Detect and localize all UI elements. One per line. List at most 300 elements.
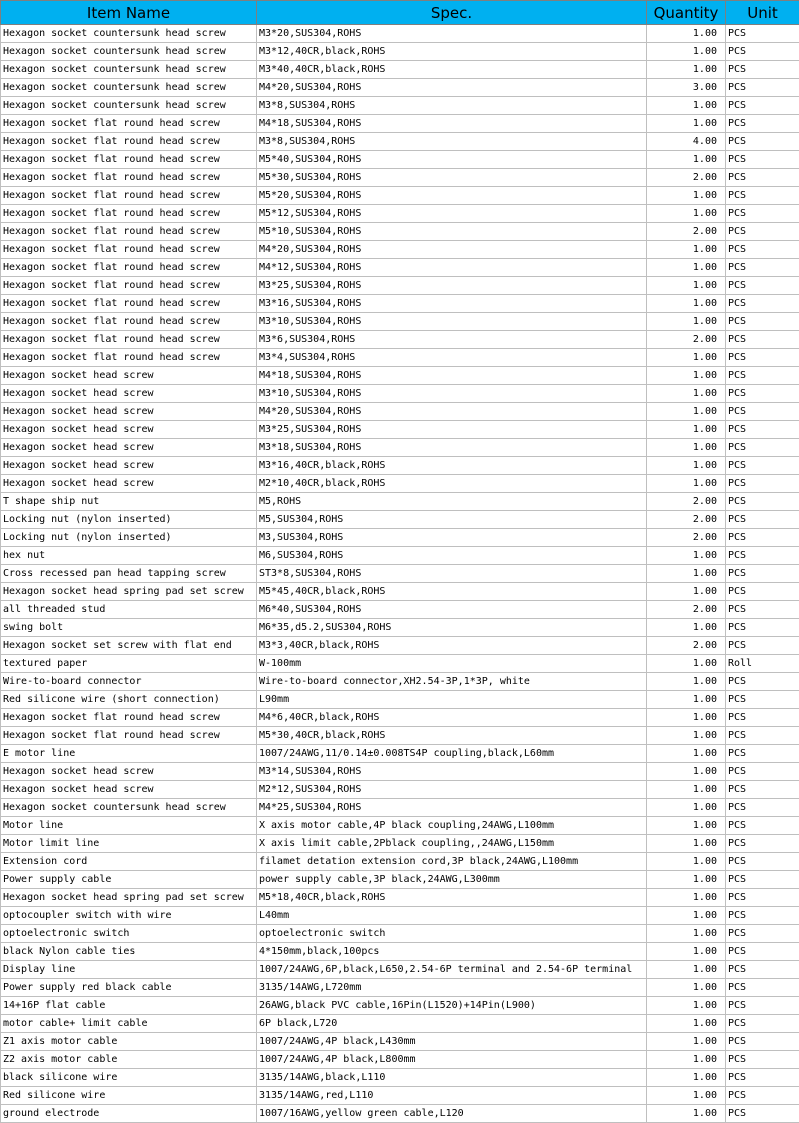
unit-cell[interactable]: PCS — [726, 529, 799, 547]
unit-cell[interactable]: PCS — [726, 691, 799, 709]
quantity-cell[interactable]: 1.00 — [647, 1015, 726, 1033]
unit-cell[interactable]: PCS — [726, 871, 799, 889]
table-row — [1, 97, 799, 115]
table-row — [1, 997, 799, 1015]
spec-cell[interactable]: M2*10,40CR,black,ROHS — [257, 475, 647, 493]
unit-cell[interactable]: PCS — [726, 889, 799, 907]
item-name-cell[interactable]: Hexagon socket countersunk head screw — [1, 97, 257, 115]
header-row — [1, 1, 799, 25]
item-name-cell[interactable]: Hexagon socket flat round head screw — [1, 259, 257, 277]
unit-cell[interactable]: Roll — [726, 655, 799, 673]
quantity-cell[interactable]: 1.00 — [647, 367, 726, 385]
spec-cell[interactable]: M3*6,SUS304,ROHS — [257, 331, 647, 349]
table-row — [1, 133, 799, 151]
spec-cell[interactable]: M4*6,40CR,black,ROHS — [257, 709, 647, 727]
item-name-cell[interactable]: E motor line — [1, 745, 257, 763]
item-name-cell[interactable]: Hexagon socket countersunk head screw — [1, 43, 257, 61]
table-row — [1, 169, 799, 187]
item-name-cell[interactable]: black silicone wire — [1, 1069, 257, 1087]
quantity-cell[interactable]: 1.00 — [647, 925, 726, 943]
unit-cell[interactable]: PCS — [726, 259, 799, 277]
item-name-cell[interactable]: black Nylon cable ties — [1, 943, 257, 961]
item-name-cell[interactable]: 14+16P flat cable — [1, 997, 257, 1015]
unit-cell[interactable]: PCS — [726, 547, 799, 565]
quantity-cell[interactable]: 1.00 — [647, 1087, 726, 1105]
spec-cell[interactable]: M3*40,40CR,black,ROHS — [257, 61, 647, 79]
quantity-cell[interactable]: 1.00 — [647, 151, 726, 169]
unit-cell[interactable]: PCS — [726, 709, 799, 727]
item-name-cell[interactable]: Z1 axis motor cable — [1, 1033, 257, 1051]
quantity-cell[interactable]: 1.00 — [647, 1033, 726, 1051]
spec-cell[interactable]: M3,SUS304,ROHS — [257, 529, 647, 547]
spec-cell[interactable]: M3*14,SUS304,ROHS — [257, 763, 647, 781]
unit-cell[interactable]: PCS — [726, 43, 799, 61]
table-header — [1, 1, 799, 25]
quantity-cell[interactable]: 1.00 — [647, 97, 726, 115]
quantity-cell[interactable]: 1.00 — [647, 673, 726, 691]
unit-cell[interactable]: PCS — [726, 997, 799, 1015]
item-name-cell[interactable]: Hexagon socket countersunk head screw — [1, 799, 257, 817]
table-row — [1, 1105, 799, 1123]
spec-cell[interactable]: Wire-to-board connector,XH2.54-3P,1*3P, white — [257, 673, 647, 691]
quantity-cell[interactable]: 1.00 — [647, 1069, 726, 1087]
quantity-cell[interactable]: 2.00 — [647, 169, 726, 187]
item-name-cell[interactable]: Red silicone wire — [1, 1087, 257, 1105]
item-name-cell[interactable]: Hexagon socket head spring pad set screw — [1, 583, 257, 601]
header-spec[interactable]: Spec. — [257, 1, 647, 25]
quantity-cell[interactable]: 1.00 — [647, 709, 726, 727]
table-row — [1, 763, 799, 781]
quantity-cell[interactable]: 1.00 — [647, 979, 726, 997]
spec-cell[interactable]: M3*25,SUS304,ROHS — [257, 421, 647, 439]
unit-cell[interactable]: PCS — [726, 1105, 799, 1123]
quantity-cell[interactable]: 1.00 — [647, 853, 726, 871]
unit-cell[interactable]: PCS — [726, 169, 799, 187]
table-row — [1, 1051, 799, 1069]
unit-cell[interactable]: PCS — [726, 493, 799, 511]
item-name-cell[interactable]: Power supply cable — [1, 871, 257, 889]
quantity-cell[interactable]: 1.00 — [647, 205, 726, 223]
quantity-cell[interactable]: 1.00 — [647, 313, 726, 331]
spec-cell[interactable]: M3*25,SUS304,ROHS — [257, 277, 647, 295]
quantity-cell[interactable]: 1.00 — [647, 817, 726, 835]
quantity-cell[interactable]: 1.00 — [647, 961, 726, 979]
quantity-cell[interactable]: 1.00 — [647, 475, 726, 493]
unit-cell[interactable]: PCS — [726, 565, 799, 583]
item-name-cell[interactable]: Hexagon socket flat round head screw — [1, 331, 257, 349]
unit-cell[interactable]: PCS — [726, 1015, 799, 1033]
quantity-cell[interactable]: 1.00 — [647, 763, 726, 781]
unit-cell[interactable]: PCS — [726, 619, 799, 637]
table-row — [1, 331, 799, 349]
unit-cell[interactable]: PCS — [726, 1087, 799, 1105]
spec-cell[interactable]: M3*4,SUS304,ROHS — [257, 349, 647, 367]
spec-cell[interactable]: M5,SUS304,ROHS — [257, 511, 647, 529]
quantity-cell[interactable]: 1.00 — [647, 277, 726, 295]
table-row — [1, 1033, 799, 1051]
table-row — [1, 403, 799, 421]
unit-cell[interactable]: PCS — [726, 763, 799, 781]
unit-cell[interactable]: PCS — [726, 781, 799, 799]
table-row — [1, 115, 799, 133]
quantity-cell[interactable]: 1.00 — [647, 583, 726, 601]
quantity-cell[interactable]: 1.00 — [647, 385, 726, 403]
quantity-cell[interactable]: 1.00 — [647, 115, 726, 133]
item-name-cell[interactable]: Hexagon socket flat round head screw — [1, 133, 257, 151]
item-name-cell[interactable]: Power supply red black cable — [1, 979, 257, 997]
table-row — [1, 151, 799, 169]
unit-cell[interactable]: PCS — [726, 1051, 799, 1069]
unit-cell[interactable]: PCS — [726, 313, 799, 331]
table-row — [1, 1087, 799, 1105]
spec-cell[interactable]: M4*20,SUS304,ROHS — [257, 241, 647, 259]
spec-cell[interactable]: M6*40,SUS304,ROHS — [257, 601, 647, 619]
spec-cell[interactable]: M5*10,SUS304,ROHS — [257, 223, 647, 241]
spec-cell[interactable]: X axis motor cable,4P black coupling,24AWG,L100mm — [257, 817, 647, 835]
item-name-cell[interactable]: Hexagon socket head spring pad set screw — [1, 889, 257, 907]
unit-cell[interactable]: PCS — [726, 115, 799, 133]
unit-cell[interactable]: PCS — [726, 385, 799, 403]
table-row — [1, 1069, 799, 1087]
table-row — [1, 61, 799, 79]
unit-cell[interactable]: PCS — [726, 979, 799, 997]
quantity-cell[interactable]: 2.00 — [647, 637, 726, 655]
item-name-cell[interactable]: Hexagon socket head screw — [1, 403, 257, 421]
spec-cell[interactable]: M3*18,SUS304,ROHS — [257, 439, 647, 457]
quantity-cell[interactable]: 1.00 — [647, 943, 726, 961]
item-name-cell[interactable]: Hexagon socket head screw — [1, 367, 257, 385]
quantity-cell[interactable]: 1.00 — [647, 907, 726, 925]
unit-cell[interactable]: PCS — [726, 475, 799, 493]
item-name-cell[interactable]: Hexagon socket flat round head screw — [1, 169, 257, 187]
table-row — [1, 223, 799, 241]
spec-cell[interactable]: 26AWG,black PVC cable,16Pin(L1520)+14Pin(L900) — [257, 997, 647, 1015]
item-name-cell[interactable]: swing bolt — [1, 619, 257, 637]
table-row — [1, 493, 799, 511]
item-name-cell[interactable]: Hexagon socket flat round head screw — [1, 727, 257, 745]
item-name-cell[interactable]: Hexagon socket head screw — [1, 421, 257, 439]
item-name-cell[interactable]: Hexagon socket countersunk head screw — [1, 61, 257, 79]
item-name-cell[interactable]: Wire-to-board connector — [1, 673, 257, 691]
item-name-cell[interactable]: Hexagon socket countersunk head screw — [1, 25, 257, 43]
table-row — [1, 781, 799, 799]
quantity-cell[interactable]: 1.00 — [647, 43, 726, 61]
quantity-cell[interactable]: 1.00 — [647, 25, 726, 43]
unit-cell[interactable]: PCS — [726, 853, 799, 871]
spec-cell[interactable]: 4*150mm,black,100pcs — [257, 943, 647, 961]
table-row — [1, 439, 799, 457]
item-name-cell[interactable]: all threaded stud — [1, 601, 257, 619]
table-row — [1, 511, 799, 529]
table-row — [1, 547, 799, 565]
unit-cell[interactable]: PCS — [726, 439, 799, 457]
table-row — [1, 259, 799, 277]
quantity-cell[interactable]: 1.00 — [647, 997, 726, 1015]
quantity-cell[interactable]: 1.00 — [647, 439, 726, 457]
spec-cell[interactable]: M5*30,SUS304,ROHS — [257, 169, 647, 187]
spec-cell[interactable]: M3*10,SUS304,ROHS — [257, 313, 647, 331]
unit-cell[interactable]: PCS — [726, 637, 799, 655]
quantity-cell[interactable]: 2.00 — [647, 601, 726, 619]
unit-cell[interactable]: PCS — [726, 907, 799, 925]
item-name-cell[interactable]: Hexagon socket flat round head screw — [1, 709, 257, 727]
unit-cell[interactable]: PCS — [726, 151, 799, 169]
quantity-cell[interactable]: 4.00 — [647, 133, 726, 151]
unit-cell[interactable]: PCS — [726, 673, 799, 691]
item-name-cell[interactable]: Red silicone wire (short connection) — [1, 691, 257, 709]
unit-cell[interactable]: PCS — [726, 295, 799, 313]
item-name-cell[interactable]: Display line — [1, 961, 257, 979]
spec-cell[interactable]: power supply cable,3P black,24AWG,L300mm — [257, 871, 647, 889]
table-row — [1, 799, 799, 817]
quantity-cell[interactable]: 2.00 — [647, 529, 726, 547]
quantity-cell[interactable]: 1.00 — [647, 745, 726, 763]
table-row — [1, 835, 799, 853]
item-name-cell[interactable]: Motor line — [1, 817, 257, 835]
table-body — [1, 25, 799, 1123]
item-name-cell[interactable]: Hexagon socket flat round head screw — [1, 349, 257, 367]
table-row — [1, 637, 799, 655]
spec-cell[interactable]: 1007/24AWG,6P,black,L650,2.54-6P terminal and 2.54-6P terminal — [257, 961, 647, 979]
quantity-cell[interactable]: 1.00 — [647, 691, 726, 709]
spec-cell[interactable]: 6P black,L720 — [257, 1015, 647, 1033]
table-row — [1, 295, 799, 313]
item-name-cell[interactable]: Hexagon socket flat round head screw — [1, 241, 257, 259]
spec-cell[interactable]: M3*16,SUS304,ROHS — [257, 295, 647, 313]
spec-cell[interactable]: W-100mm — [257, 655, 647, 673]
unit-cell[interactable]: PCS — [726, 187, 799, 205]
item-name-cell[interactable]: Hexagon socket set screw with flat end — [1, 637, 257, 655]
spec-cell[interactable]: ST3*8,SUS304,ROHS — [257, 565, 647, 583]
quantity-cell[interactable]: 1.00 — [647, 889, 726, 907]
unit-cell[interactable]: PCS — [726, 511, 799, 529]
unit-cell[interactable]: PCS — [726, 403, 799, 421]
table-row — [1, 601, 799, 619]
item-name-cell[interactable]: Hexagon socket flat round head screw — [1, 151, 257, 169]
quantity-cell[interactable]: 2.00 — [647, 331, 726, 349]
quantity-cell[interactable]: 1.00 — [647, 799, 726, 817]
unit-cell[interactable]: PCS — [726, 1033, 799, 1051]
spec-cell[interactable]: 3135/14AWG,red,L110 — [257, 1087, 647, 1105]
item-name-cell[interactable]: optocoupler switch with wire — [1, 907, 257, 925]
unit-cell[interactable]: PCS — [726, 79, 799, 97]
item-name-cell[interactable]: Hexagon socket flat round head screw — [1, 295, 257, 313]
table-row — [1, 349, 799, 367]
unit-cell[interactable]: PCS — [726, 421, 799, 439]
table-row — [1, 205, 799, 223]
quantity-cell[interactable]: 1.00 — [647, 871, 726, 889]
item-name-cell[interactable]: Locking nut (nylon inserted) — [1, 511, 257, 529]
quantity-cell[interactable]: 2.00 — [647, 511, 726, 529]
item-name-cell[interactable]: Hexagon socket flat round head screw — [1, 115, 257, 133]
unit-cell[interactable]: PCS — [726, 277, 799, 295]
quantity-cell[interactable]: 1.00 — [647, 1105, 726, 1123]
spec-cell[interactable]: M5*45,40CR,black,ROHS — [257, 583, 647, 601]
item-name-cell[interactable]: Hexagon socket head screw — [1, 475, 257, 493]
quantity-cell[interactable]: 2.00 — [647, 223, 726, 241]
item-name-cell[interactable]: Hexagon socket flat round head screw — [1, 223, 257, 241]
table-row — [1, 529, 799, 547]
quantity-cell[interactable]: 1.00 — [647, 1051, 726, 1069]
table-row — [1, 907, 799, 925]
unit-cell[interactable]: PCS — [726, 25, 799, 43]
item-name-cell[interactable]: Z2 axis motor cable — [1, 1051, 257, 1069]
spec-cell[interactable]: 1007/24AWG,11/0.14±0.008TS4P coupling,black,L60mm — [257, 745, 647, 763]
item-name-cell[interactable]: Hexagon socket countersunk head screw — [1, 79, 257, 97]
quantity-cell[interactable]: 3.00 — [647, 79, 726, 97]
table-row — [1, 979, 799, 997]
item-name-cell[interactable]: Hexagon socket head screw — [1, 457, 257, 475]
header-quantity[interactable]: Quantity — [647, 1, 726, 25]
quantity-cell[interactable]: 1.00 — [647, 187, 726, 205]
unit-cell[interactable]: PCS — [726, 799, 799, 817]
spec-cell[interactable]: M2*12,SUS304,ROHS — [257, 781, 647, 799]
item-name-cell[interactable]: Locking nut (nylon inserted) — [1, 529, 257, 547]
spec-cell[interactable]: M4*25,SUS304,ROHS — [257, 799, 647, 817]
spec-cell[interactable]: 1007/24AWG,4P black,L800mm — [257, 1051, 647, 1069]
unit-cell[interactable]: PCS — [726, 223, 799, 241]
quantity-cell[interactable]: 1.00 — [647, 457, 726, 475]
unit-cell[interactable]: PCS — [726, 925, 799, 943]
unit-cell[interactable]: PCS — [726, 367, 799, 385]
unit-cell[interactable]: PCS — [726, 133, 799, 151]
quantity-cell[interactable]: 1.00 — [647, 835, 726, 853]
quantity-cell[interactable]: 2.00 — [647, 493, 726, 511]
quantity-cell[interactable]: 1.00 — [647, 547, 726, 565]
quantity-cell[interactable]: 1.00 — [647, 241, 726, 259]
table-row — [1, 313, 799, 331]
item-name-cell[interactable]: Hexagon socket head screw — [1, 781, 257, 799]
table-row — [1, 691, 799, 709]
spec-cell[interactable]: M3*16,40CR,black,ROHS — [257, 457, 647, 475]
quantity-cell[interactable]: 1.00 — [647, 655, 726, 673]
item-name-cell[interactable]: textured paper — [1, 655, 257, 673]
item-name-cell[interactable]: Hexagon socket flat round head screw — [1, 277, 257, 295]
table-row — [1, 241, 799, 259]
spec-cell[interactable]: M5*20,SUS304,ROHS — [257, 187, 647, 205]
table-row — [1, 673, 799, 691]
spec-cell[interactable]: L40mm — [257, 907, 647, 925]
spec-cell[interactable]: 1007/24AWG,4P black,L430mm — [257, 1033, 647, 1051]
unit-cell[interactable]: PCS — [726, 205, 799, 223]
spec-cell[interactable]: M4*18,SUS304,ROHS — [257, 367, 647, 385]
unit-cell[interactable]: PCS — [726, 61, 799, 79]
quantity-cell[interactable]: 1.00 — [647, 61, 726, 79]
table-row — [1, 871, 799, 889]
spec-cell[interactable]: M3*3,40CR,black,ROHS — [257, 637, 647, 655]
spec-cell[interactable]: M5*12,SUS304,ROHS — [257, 205, 647, 223]
spec-cell[interactable]: M3*8,SUS304,ROHS — [257, 97, 647, 115]
unit-cell[interactable]: PCS — [726, 331, 799, 349]
item-name-cell[interactable]: Extension cord — [1, 853, 257, 871]
unit-cell[interactable]: PCS — [726, 583, 799, 601]
quantity-cell[interactable]: 1.00 — [647, 403, 726, 421]
quantity-cell[interactable]: 1.00 — [647, 619, 726, 637]
spec-cell[interactable]: M3*8,SUS304,ROHS — [257, 133, 647, 151]
spec-cell[interactable]: M6,SUS304,ROHS — [257, 547, 647, 565]
spec-cell[interactable]: M4*20,SUS304,ROHS — [257, 403, 647, 421]
unit-cell[interactable]: PCS — [726, 241, 799, 259]
unit-cell[interactable]: PCS — [726, 349, 799, 367]
spec-cell[interactable]: 3135/14AWG,L720mm — [257, 979, 647, 997]
spec-cell[interactable]: M6*35,d5.2,SUS304,ROHS — [257, 619, 647, 637]
spec-cell[interactable]: M5*18,40CR,black,ROHS — [257, 889, 647, 907]
spec-cell[interactable]: M4*20,SUS304,ROHS — [257, 79, 647, 97]
table-row — [1, 277, 799, 295]
table-row — [1, 619, 799, 637]
item-name-cell[interactable]: Hexagon socket head screw — [1, 385, 257, 403]
unit-cell[interactable]: PCS — [726, 727, 799, 745]
unit-cell[interactable]: PCS — [726, 835, 799, 853]
unit-cell[interactable]: PCS — [726, 601, 799, 619]
quantity-cell[interactable]: 1.00 — [647, 349, 726, 367]
item-name-cell[interactable]: Hexagon socket flat round head screw — [1, 187, 257, 205]
spec-cell[interactable]: M5*30,40CR,black,ROHS — [257, 727, 647, 745]
unit-cell[interactable]: PCS — [726, 817, 799, 835]
unit-cell[interactable]: PCS — [726, 1069, 799, 1087]
table-row — [1, 475, 799, 493]
item-name-cell[interactable]: Motor limit line — [1, 835, 257, 853]
table-row — [1, 25, 799, 43]
unit-cell[interactable]: PCS — [726, 97, 799, 115]
unit-cell[interactable]: PCS — [726, 961, 799, 979]
table-row — [1, 925, 799, 943]
quantity-cell[interactable]: 1.00 — [647, 295, 726, 313]
unit-cell[interactable]: PCS — [726, 943, 799, 961]
spec-cell[interactable]: M3*12,40CR,black,ROHS — [257, 43, 647, 61]
item-name-cell[interactable]: optoelectronic switch — [1, 925, 257, 943]
table-row — [1, 43, 799, 61]
item-name-cell[interactable]: ground electrode — [1, 1105, 257, 1123]
table-row — [1, 709, 799, 727]
item-name-cell[interactable]: motor cable+ limit cable — [1, 1015, 257, 1033]
item-name-cell[interactable]: hex nut — [1, 547, 257, 565]
unit-cell[interactable]: PCS — [726, 457, 799, 475]
quantity-cell[interactable]: 1.00 — [647, 259, 726, 277]
spec-cell[interactable]: M4*18,SUS304,ROHS — [257, 115, 647, 133]
spec-cell[interactable]: X axis limit cable,2Pblack coupling,,24AWG,L150mm — [257, 835, 647, 853]
quantity-cell[interactable]: 1.00 — [647, 727, 726, 745]
spec-cell[interactable]: M5,ROHS — [257, 493, 647, 511]
spec-cell[interactable]: filamet detation extension cord,3P black,24AWG,L100mm — [257, 853, 647, 871]
table-row — [1, 385, 799, 403]
item-name-cell[interactable]: Hexagon socket head screw — [1, 439, 257, 457]
quantity-cell[interactable]: 1.00 — [647, 565, 726, 583]
spec-cell[interactable]: 1007/16AWG,yellow green cable,L120 — [257, 1105, 647, 1123]
unit-cell[interactable]: PCS — [726, 745, 799, 763]
table-row — [1, 889, 799, 907]
table-row — [1, 745, 799, 763]
quantity-cell[interactable]: 1.00 — [647, 781, 726, 799]
spec-cell[interactable]: M4*12,SUS304,ROHS — [257, 259, 647, 277]
spec-cell[interactable]: M5*40,SUS304,ROHS — [257, 151, 647, 169]
header-item-name[interactable]: Item Name — [1, 1, 257, 25]
spec-cell[interactable]: L90mm — [257, 691, 647, 709]
spec-cell[interactable]: M3*10,SUS304,ROHS — [257, 385, 647, 403]
spec-cell[interactable]: 3135/14AWG,black,L110 — [257, 1069, 647, 1087]
table-row — [1, 565, 799, 583]
item-name-cell[interactable]: T shape ship nut — [1, 493, 257, 511]
item-name-cell[interactable]: Cross recessed pan head tapping screw — [1, 565, 257, 583]
item-name-cell[interactable]: Hexagon socket flat round head screw — [1, 313, 257, 331]
item-name-cell[interactable]: Hexagon socket flat round head screw — [1, 205, 257, 223]
quantity-cell[interactable]: 1.00 — [647, 421, 726, 439]
item-name-cell[interactable]: Hexagon socket head screw — [1, 763, 257, 781]
header-unit[interactable]: Unit — [726, 1, 799, 25]
spec-cell[interactable]: M3*20,SUS304,ROHS — [257, 25, 647, 43]
table-row — [1, 367, 799, 385]
spec-cell[interactable]: optoelectronic switch — [257, 925, 647, 943]
